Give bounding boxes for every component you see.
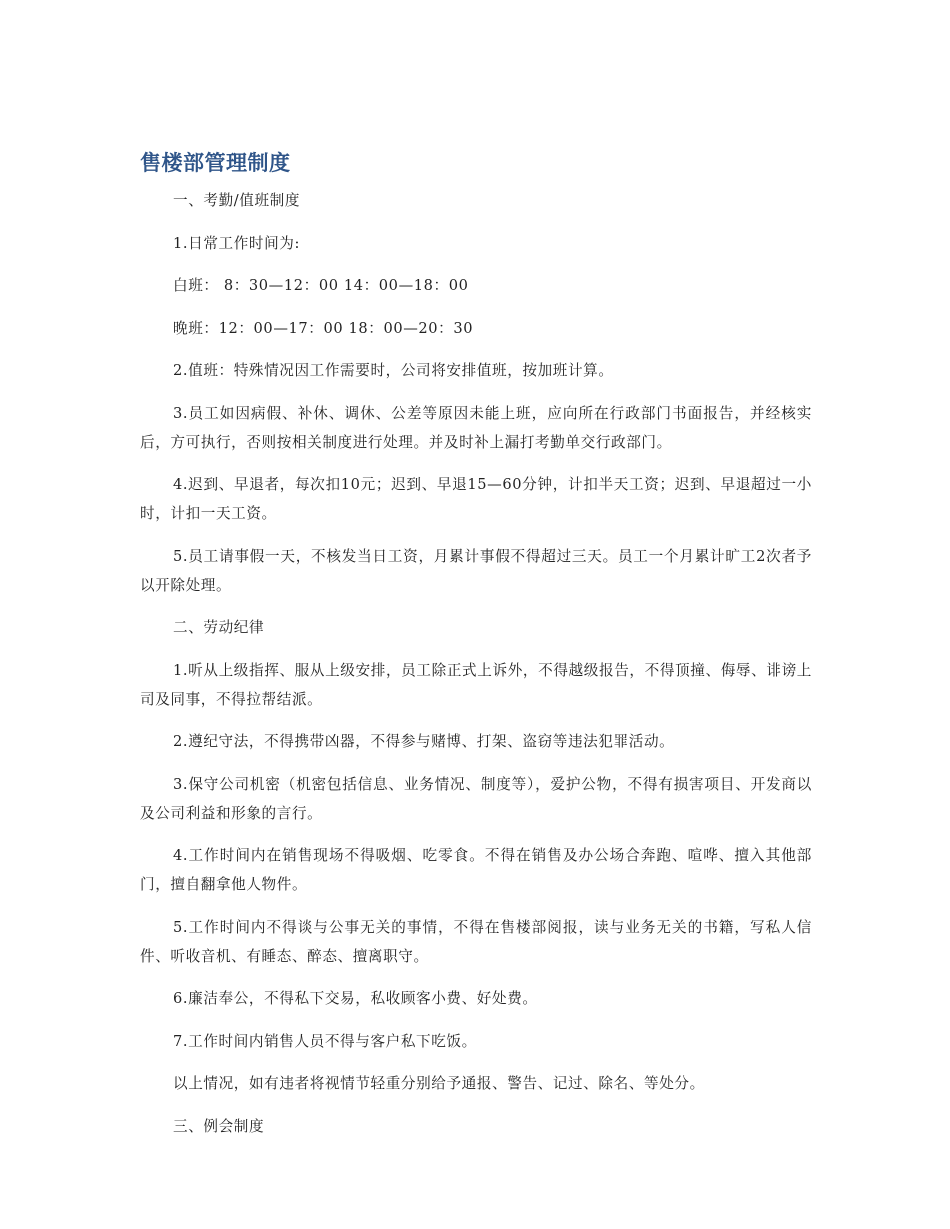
paragraph-penalties: 以上情况，如有违者将视情节轻重分别给予通报、警告、记过、除名、等处分。 bbox=[173, 1075, 705, 1092]
paragraph-integrity: 6.廉洁奉公，不得私下交易，私收顾客小费、好处费。 bbox=[173, 990, 538, 1007]
paragraph-no-client-meals: 7.工作时间内销售人员不得与客户私下吃饭。 bbox=[173, 1032, 477, 1050]
paragraph-late-penalty: 4.迟到、早退者，每次扣10元；迟到、早退15—60分钟，计扣半天工资；迟到、早退超过一小时，计扣一天工资。 bbox=[140, 476, 812, 522]
paragraph-law-abiding: 2.遵纪守法，不得携带凶器，不得参与赌博、打架、盗窃等违法犯罪活动。 bbox=[173, 733, 675, 750]
document-title: 售楼部管理制度 bbox=[140, 151, 291, 175]
paragraph-working-hours: 1.日常工作时间为: bbox=[173, 234, 300, 252]
section-heading-meetings: 三、例会制度 bbox=[173, 1117, 265, 1135]
paragraph-obey-superiors: 1.听从上级指挥、服从上级安排，员工除正式上诉外，不得越级报告，不得顶撞、侮辱、诽谤上司及同事，不得拉帮结派。 bbox=[140, 661, 812, 708]
paragraph-no-private-matters: 5.工作时间内不得谈与公事无关的事情，不得在售楼部阅报，读与业务无关的书籍，写私人信件、听收音机、有睡态、醉态、擅离职守。 bbox=[140, 918, 812, 965]
section-heading-discipline: 二、劳动纪律 bbox=[173, 619, 265, 636]
paragraph-night-shift: 晚班：12：00—17：00 18：00—20：30 bbox=[173, 319, 474, 337]
paragraph-leave-report: 3.员工如因病假、补休、调休、公差等原因未能上班，应向所在行政部门书面报告，并经核实后，方可执行，否则按相关制度进行处理。并及时补上漏打考勤单交行政部门。 bbox=[140, 404, 812, 451]
paragraph-personal-leave: 5.员工请事假一天，不核发当日工资，月累计事假不得超过三天。员工一个月累计旷工2次者予以开除处理。 bbox=[140, 547, 812, 594]
paragraph-no-smoking: 4.工作时间内在销售现场不得吸烟、吃零食。不得在销售及办公场合奔跑、喧哗、擅入其他部门，擅自翻拿他人物件。 bbox=[140, 847, 812, 893]
document-page bbox=[140, 148, 812, 1154]
paragraph-confidentiality: 3.保守公司机密（机密包括信息、业务情况、制度等），爱护公物，不得有损害项目、开发商以及公司利益和形象的言行。 bbox=[140, 775, 812, 822]
section-heading-attendance: 一、考勤/值班制度 bbox=[173, 192, 301, 209]
paragraph-day-shift: 白班： 8：30—12：00 14：00—18：00 bbox=[173, 277, 469, 294]
paragraph-duty: 2.值班：特殊情况因工作需要时，公司将安排值班，按加班计算。 bbox=[173, 362, 614, 379]
